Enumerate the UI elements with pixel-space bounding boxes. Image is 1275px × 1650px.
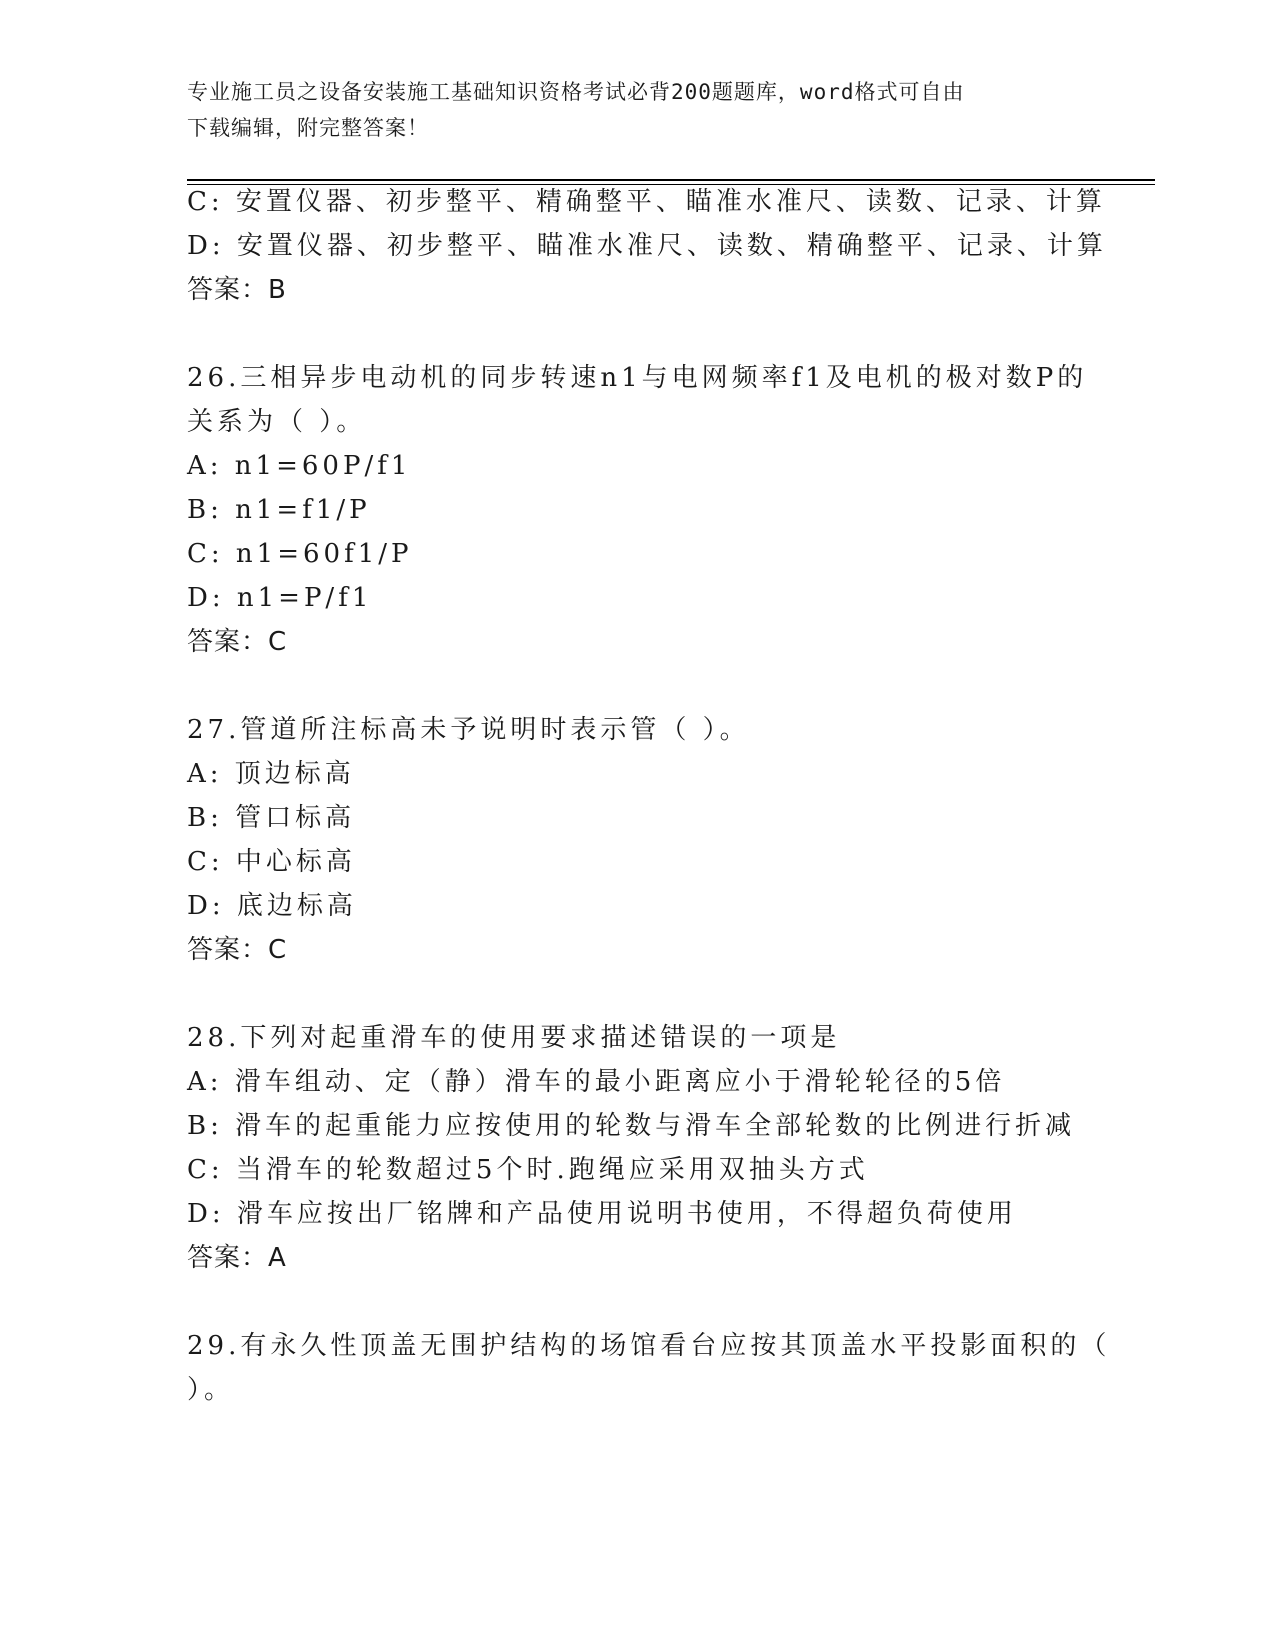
prev-option-d: D: 安置仪器、初步整平、瞄准水准尺、读数、精确整平、记录、计算	[187, 231, 1107, 261]
q29-stem-line-2: ）。	[187, 1375, 235, 1405]
q26-stem-line-2: 关系为（ ）。	[187, 407, 367, 437]
q26-option-c: C: n1=60f1/P	[187, 539, 413, 569]
prev-answer: 答案：B	[187, 275, 287, 305]
q26-answer: 答案：C	[187, 627, 288, 657]
q27-answer: 答案：C	[187, 935, 288, 965]
q28-stem-line-1: 28.下列对起重滑车的使用要求描述错误的一项是	[187, 1023, 841, 1053]
q26-option-d: D: n1=P/f1	[187, 583, 373, 613]
q28-option-b: B: 滑车的起重能力应按使用的轮数与滑车全部轮数的比例进行折减	[187, 1111, 1076, 1141]
q27-option-c: C: 中心标高	[187, 847, 356, 877]
header-line-1: 专业施工员之设备安装施工基础知识资格考试必背200题题库，word格式可自由	[187, 80, 965, 104]
q26-stem-line-1: 26.三相异步电动机的同步转速n1与电网频率f1及电机的极对数P的	[187, 363, 1088, 393]
q28-option-d: D: 滑车应按出厂铭牌和产品使用说明书使用，不得超负荷使用	[187, 1199, 1017, 1229]
header-divider-thick	[187, 179, 1155, 181]
q28-answer: 答案：A	[187, 1243, 287, 1273]
q27-option-b: B: 管口标高	[187, 803, 356, 833]
header-line-2: 下载编辑，附完整答案！	[187, 116, 429, 140]
q28-option-a: A: 滑车组动、定（静）滑车的最小距离应小于滑轮轮径的5倍	[187, 1067, 1006, 1097]
q26-option-a: A: n1=60P/f1	[187, 451, 412, 481]
q29-stem-line-1: 29.有永久性顶盖无围护结构的场馆看台应按其顶盖水平投影面积的（	[187, 1331, 1111, 1361]
q27-option-a: A: 顶边标高	[187, 759, 355, 789]
q27-option-d: D: 底边标高	[187, 891, 357, 921]
prev-option-c: C: 安置仪器、初步整平、精确整平、瞄准水准尺、读数、记录、计算	[187, 187, 1106, 217]
q28-option-c: C: 当滑车的轮数超过5个时.跑绳应采用双抽头方式	[187, 1155, 869, 1185]
q26-option-b: B: n1=f1/P	[187, 495, 371, 525]
document-header	[187, 74, 1067, 146]
q27-stem-line-1: 27.管道所注标高未予说明时表示管（ ）。	[187, 715, 750, 745]
